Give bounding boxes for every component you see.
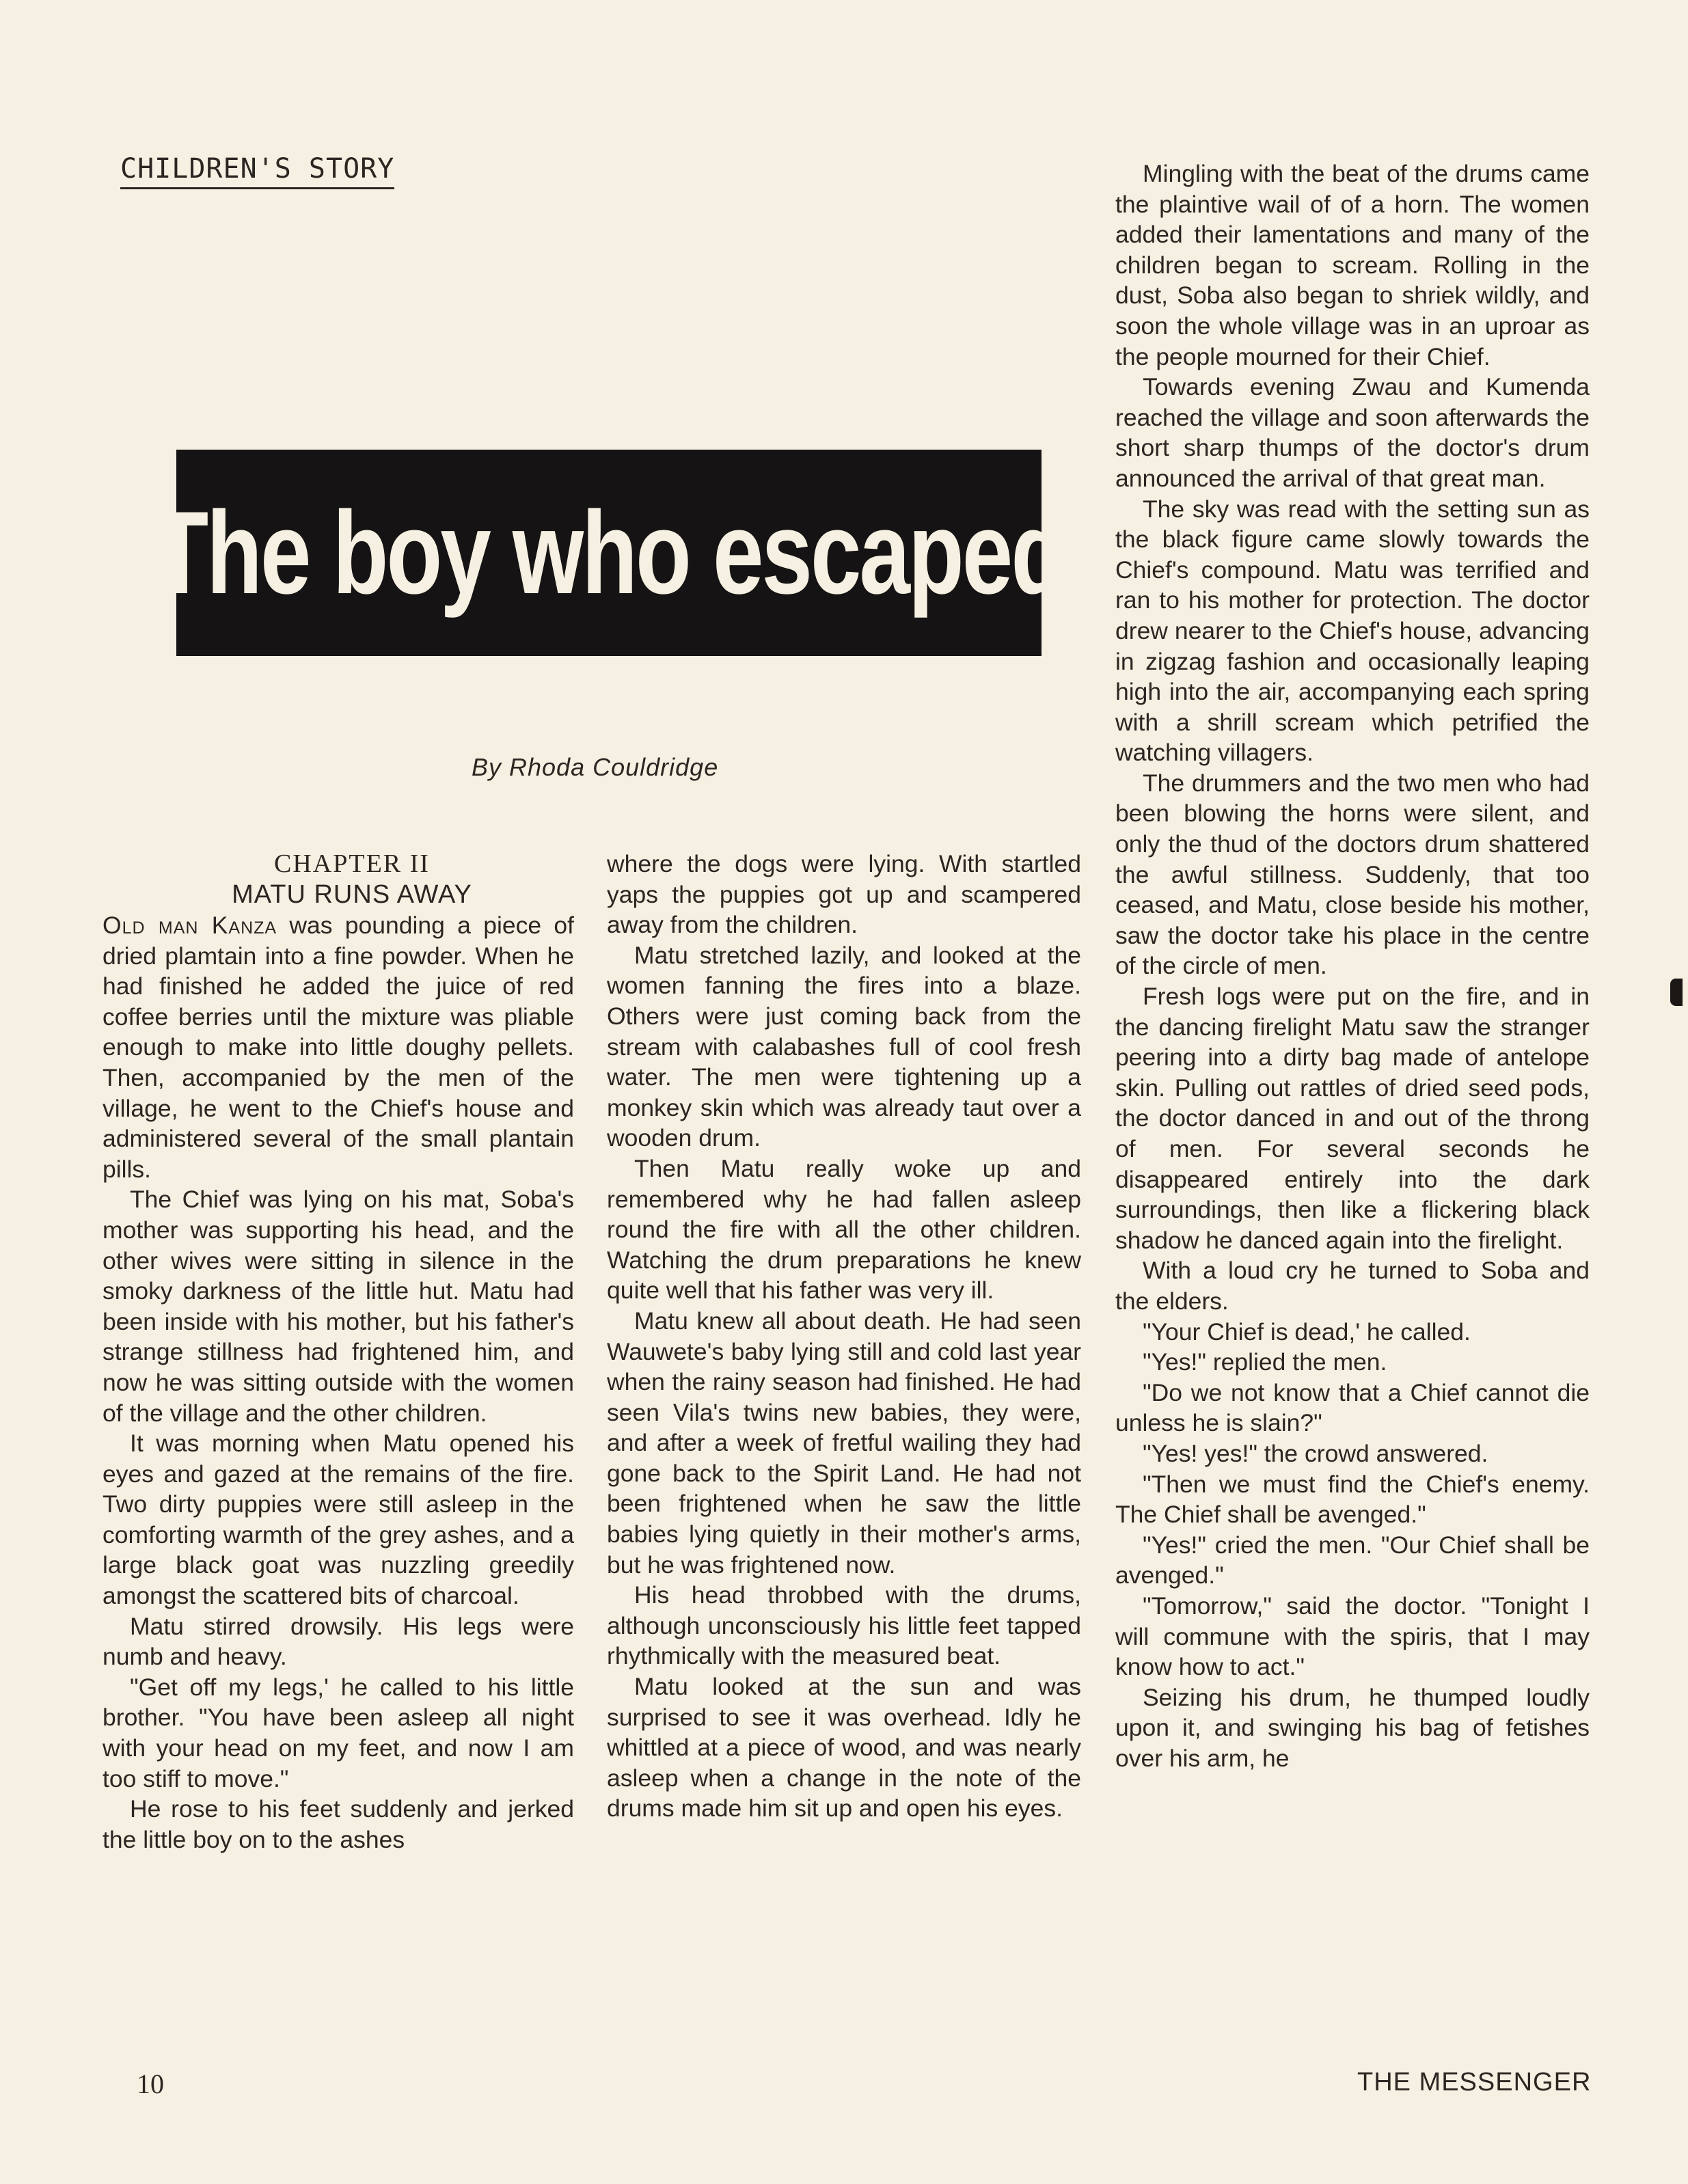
paragraph: The Chief was lying on his mat, Soba's mother was supporting his head, and the other wives were sitting in silence in the smoky darkness of the little hut. Matu had been inside with his mother, but his father's strange stillness had frightened him, and now he was sitting outside with the women of the village and the other children. [103, 1186, 574, 1427]
paragraph: Seizing his drum, he thumped loudly upon it, and swinging his bag of fetishes over his arm, he [1115, 1683, 1590, 1772]
text-column-1 [103, 849, 574, 1855]
paragraph: With a loud cry he turned to Soba and the elders. [1115, 1257, 1590, 1315]
paragraph: Towards evening Zwau and Kumenda reached the village and soon afterwards the short sharp thumps of the doctor's drum announced the arrival of that great man. [1115, 373, 1590, 492]
chapter-title: MATU RUNS AWAY [232, 880, 472, 909]
chapter-number: CHAPTER II [274, 849, 430, 878]
paragraph: where the dogs were lying. With startled yaps the puppies got up and scampered away from the children. [607, 850, 1081, 939]
paragraph: His head throbbed with the drums, although unconsciously his little feet tapped rhythmically with the measured beat. [607, 1581, 1081, 1670]
title-banner [152, 450, 1065, 656]
paragraph: "Yes! yes!" the crowd answered. [1143, 1439, 1488, 1467]
paragraph: "Your Chief is dead,' he called. [1143, 1318, 1471, 1346]
paragraph: "Yes!" cried the men. "Our Chief shall be avenged." [1115, 1531, 1590, 1589]
paragraph: Then Matu really woke up and remembered why he had fallen asleep round the fire with all the other children. Watching the drum preparations he knew quite well that his father was very ill. [607, 1154, 1081, 1305]
story-title: The boy who escaped [152, 487, 1065, 618]
paragraph: Mingling with the beat of the drums came the plaintive wail of of a horn. The women added their lamentations and many of the children began to scream. Rolling in the dust, Soba also began to shriek wildly, and soon the whole village was in an uproar as the people mourned for their Chief. [1115, 160, 1590, 370]
paragraph: Matu looked at the sun and was surprised to see it was overhead. Idly he whittled at a piece of wood, and was nearly asleep when a change in the note of the drums made him sit up and open his eyes. [607, 1673, 1081, 1823]
paragraph-text: was pounding a piece of dried plamtain into a fine powder. When he had finished he added the juice of red coffee berries until the mixture was pliable enough to make into little doughy pellets. Then, accompanied by the men of the village, he went to the Chief's house and administered several of the small plantain pills. [103, 912, 574, 1183]
paragraph: Matu stirred drowsily. His legs were numb and heavy. [103, 1612, 574, 1671]
paragraph: The drummers and the two men who had been blowing the horns were silent, and only the thud of the doctors drum shattered the awful stillness. Suddenly, that too ceased, and Matu, close beside his mother, saw the doctor take his place in the centre of the circle of men. [1115, 769, 1590, 980]
paragraph: Matu knew all about death. He had seen Wauwete's baby lying still and cold last year when the rainy season had finished. He had seen Vila's twins new babies, they were, and after a week of fretful wailing they had gone back to the Spirit Land. He had not been frightened when he saw the little babies lying quietly in their mother's arms, but he was frightened now. [607, 1307, 1081, 1579]
text-column-2 [607, 849, 1081, 1824]
paragraph: He rose to his feet suddenly and jerked the little boy on to the ashes [103, 1795, 574, 1853]
page-number: 10 [137, 2069, 164, 2099]
section-label: CHILDREN'S STORY [120, 153, 394, 189]
paragraph: "Tomorrow," said the doctor. "Tonight I will commune with the spiris, that I may know how to act." [1115, 1592, 1590, 1681]
paragraph: "Then we must find the Chief's enemy. The Chief shall be avenged." [1115, 1470, 1590, 1529]
paragraph: Matu stretched lazily, and looked at the women fanning the fires into a blaze. Others were just coming back from the stream with calabashes full of cool fresh water. The men were tightening up a monkey skin which was already taut over a wooden drum. [607, 941, 1081, 1152]
paragraph: "Get off my legs,' he called to his little brother. "You have been asleep all night with your head on my feet, and now I am too stiff to move." [103, 1673, 574, 1792]
paragraph: "Do we not know that a Chief cannot die unless he is slain?" [1115, 1378, 1590, 1437]
paragraph: Fresh logs were put on the fire, and in the dancing firelight Matu saw the stranger peering into a dirty bag made of antelope skin. Pulling out rattles of dried seed pods, the doctor danced in and out of the throng of men. For several seconds he disappeared entirely into the dark surroundings, then like a flickering black shadow he danced again into the firelight. [1115, 983, 1590, 1254]
paragraph: It was morning when Matu opened his eyes and gazed at the remains of the fire. Two dirty puppies were still asleep in the comforting warmth of the grey ashes, and a large black goat was nuzzling greedily amongst the scattered bits of charcoal. [103, 1430, 574, 1610]
byline: By Rhoda Couldridge [472, 753, 719, 781]
paragraph-lead: Old man Kanza [103, 912, 277, 939]
paragraph [103, 910, 574, 1184]
text-column-3 [1115, 159, 1590, 1773]
publication-name: THE MESSENGER [1357, 2068, 1592, 2097]
page-edge-mark [1670, 979, 1683, 1006]
paragraph: "Yes!" replied the men. [1143, 1348, 1387, 1376]
paragraph: The sky was read with the setting sun as the black figure came slowly towards the Chief's compound. Matu was terrified and ran to his mother for protection. The doctor drew nearer to the Chief's house, advancing in zigzag fashion and occasionally leaping high into the air, accompanying each spring with a shrill scream which petrified the watching villagers. [1115, 495, 1590, 767]
